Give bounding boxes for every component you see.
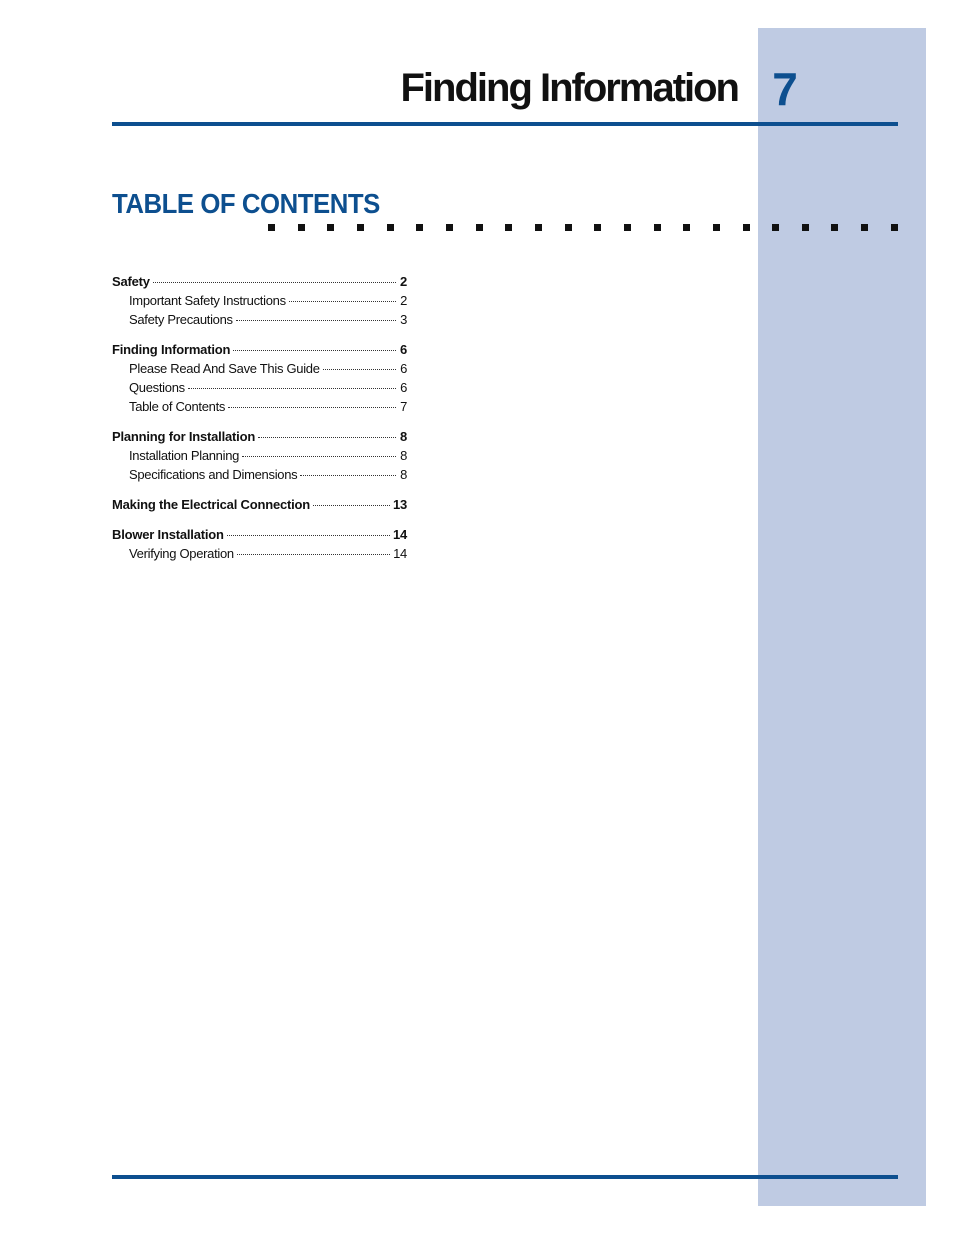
toc-entry[interactable]	[112, 427, 407, 446]
toc-entry-page: 8	[399, 429, 407, 444]
divider-dot	[416, 224, 423, 231]
toc-entry[interactable]	[112, 495, 407, 514]
toc-entry-page: 13	[392, 497, 407, 512]
toc-subentry[interactable]	[112, 446, 407, 465]
divider-dot	[624, 224, 631, 231]
toc-entry[interactable]	[112, 340, 407, 359]
toc-subentry-title: Verifying Operation	[129, 546, 234, 561]
toc-subentry-title: Important Safety Instructions	[129, 293, 286, 308]
dot-leader	[153, 282, 396, 283]
divider-dot	[476, 224, 483, 231]
divider-dot	[772, 224, 779, 231]
toc-subentry[interactable]	[112, 544, 407, 563]
divider-dot	[594, 224, 601, 231]
toc-group-electrical	[112, 495, 407, 514]
divider-dot	[505, 224, 512, 231]
divider-dot	[535, 224, 542, 231]
dot-leader	[188, 388, 396, 389]
toc-subentry-title: Please Read And Save This Guide	[129, 361, 320, 376]
toc-subentry[interactable]	[112, 465, 407, 484]
toc-subentry-title: Table of Contents	[129, 399, 226, 414]
divider-dot	[327, 224, 334, 231]
divider-dot	[357, 224, 364, 231]
toc-subentry[interactable]	[112, 359, 407, 378]
toc-subentry-page: 8	[400, 448, 407, 463]
divider-dot	[298, 224, 305, 231]
divider-dot	[268, 224, 275, 231]
divider-dot	[891, 224, 898, 231]
divider-dot	[743, 224, 750, 231]
toc-entry-title: Blower Installation	[112, 527, 224, 542]
toc-entry-title: Making the Electrical Connection	[112, 497, 311, 512]
dot-leader	[323, 369, 396, 370]
dot-leader	[300, 475, 396, 476]
toc-group-finding-information	[112, 340, 407, 416]
toc-subentry[interactable]	[112, 291, 407, 310]
toc-group-blower	[112, 525, 407, 563]
divider-dot	[446, 224, 453, 231]
toc-entry-title: Finding Information	[112, 342, 231, 357]
toc-subentry-page: 3	[400, 312, 407, 327]
dot-leader	[227, 535, 390, 536]
toc-subentry-page: 7	[400, 399, 407, 414]
toc-subentry-title: Installation Planning	[129, 448, 240, 463]
toc-subentry-title: Specifications and Dimensions	[129, 467, 298, 482]
toc-subentry-title: Questions	[129, 380, 185, 395]
dot-leader	[313, 505, 390, 506]
toc-entry[interactable]	[112, 525, 407, 544]
toc-subentry-page: 6	[400, 361, 407, 376]
toc-heading: TABLE OF CONTENTS	[112, 188, 380, 219]
toc-entry-page: 6	[399, 342, 407, 357]
toc-entry-title: Planning for Installation	[112, 429, 256, 444]
toc-group-safety	[112, 272, 407, 329]
divider-dot	[831, 224, 838, 231]
dotted-divider	[268, 224, 898, 232]
toc-subentry[interactable]	[112, 378, 407, 397]
toc-subentry-page: 14	[393, 546, 407, 561]
divider-dot	[683, 224, 690, 231]
dot-leader	[233, 350, 396, 351]
table-of-contents	[112, 272, 407, 574]
toc-subentry-title: Safety Precautions	[129, 312, 233, 327]
dot-leader	[289, 301, 396, 302]
side-tab	[758, 28, 926, 1206]
divider-dot	[565, 224, 572, 231]
toc-subentry-page: 6	[400, 380, 407, 395]
divider-dot	[654, 224, 661, 231]
toc-subentry-page: 8	[400, 467, 407, 482]
divider-dot	[802, 224, 809, 231]
toc-group-planning	[112, 427, 407, 484]
toc-subentry[interactable]	[112, 310, 407, 329]
header-rule	[112, 122, 898, 126]
dot-leader	[228, 407, 396, 408]
toc-entry[interactable]	[112, 272, 407, 291]
page-number: 7	[772, 63, 798, 115]
toc-subentry-page: 2	[400, 293, 407, 308]
toc-entry-page: 2	[399, 274, 407, 289]
dot-leader	[242, 456, 396, 457]
dot-leader	[258, 437, 396, 438]
page-title: Finding Information	[400, 66, 738, 110]
toc-subentry[interactable]	[112, 397, 407, 416]
divider-dot	[861, 224, 868, 231]
divider-dot	[713, 224, 720, 231]
dot-leader	[236, 320, 396, 321]
toc-entry-title: Safety	[112, 274, 150, 289]
divider-dot	[387, 224, 394, 231]
footer-rule	[112, 1175, 898, 1179]
toc-entry-page: 14	[392, 527, 407, 542]
dot-leader	[237, 554, 390, 555]
